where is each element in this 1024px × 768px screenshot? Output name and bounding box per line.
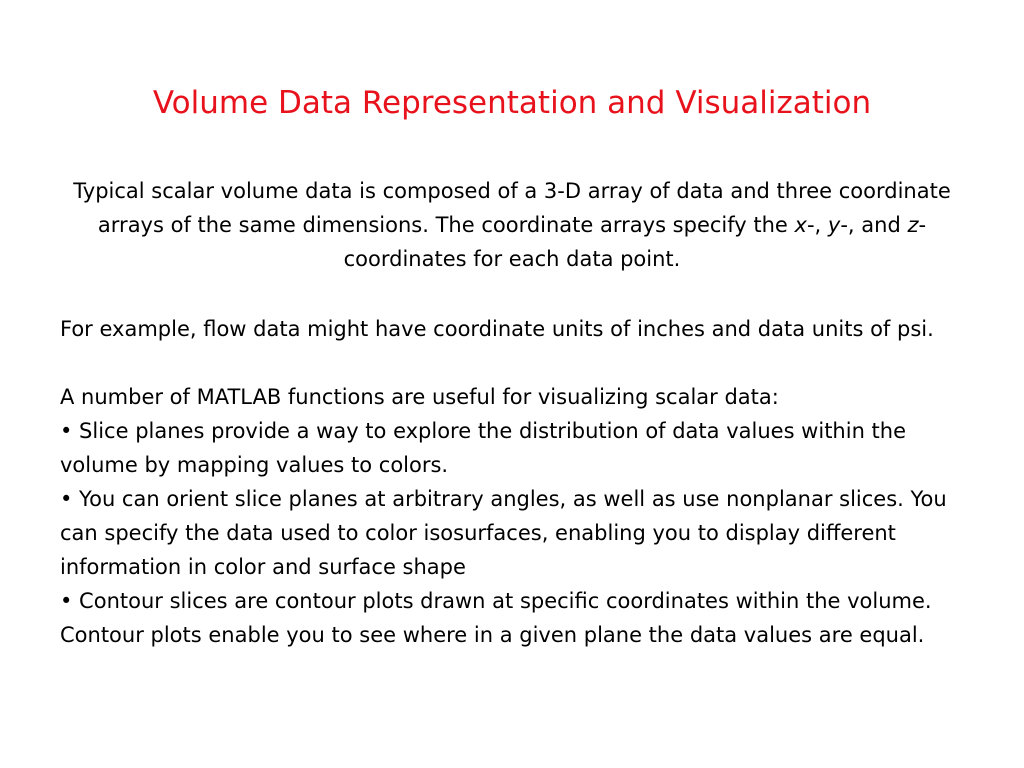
z-label: z: [907, 213, 919, 237]
functions-intro: A number of MATLAB functions are useful for visualizing scalar data:: [60, 385, 779, 409]
intro-sep-1: -,: [806, 213, 828, 237]
y-label: y: [827, 213, 841, 237]
spacer: [60, 346, 980, 380]
bullet-item: • You can orient slice planes at arbitrary angles, as well as use nonplanar slices. You can specify the data used to color isosurfaces, enabling you to display different information in color and surface shape: [60, 487, 947, 579]
intro-sep-2: -, and: [840, 213, 908, 237]
bullet-item: • Slice planes provide a way to explore the distribution of data values within the volume by mapping values to colors.: [60, 419, 907, 477]
slide-title: Volume Data Representation and Visualization: [152, 85, 872, 121]
example-paragraph: For example, flow data might have coordinate units of inches and data units of psi.: [60, 317, 934, 341]
body-text: [60, 312, 980, 652]
x-label: x: [794, 213, 807, 237]
intro-paragraph: [60, 174, 964, 276]
intro-text: Typical scalar volume data is composed of a 3-D array of data and three coordinate arrays of the same dimensions. The coordinate arrays specify the: [73, 179, 951, 237]
bullet-item: • Contour slices are contour plots drawn at specific coordinates within the volume. Contour plots enable you to see where in a given plane the data values are equal.: [60, 589, 932, 647]
intro-end: -coordinates for each data point.: [343, 213, 927, 271]
